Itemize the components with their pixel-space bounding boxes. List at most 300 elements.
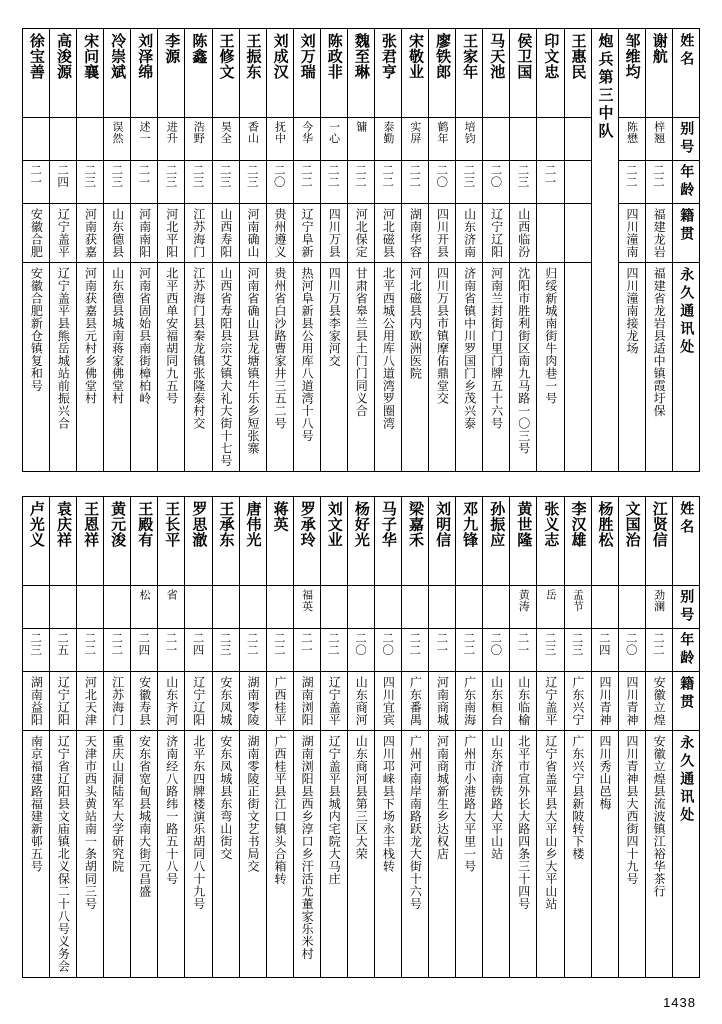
entry-age: 二三	[218, 164, 233, 188]
table2-row-address	[23, 731, 700, 978]
entry-age: 二二	[245, 632, 260, 656]
cell-alias-16	[456, 118, 483, 161]
entry-age: 二二	[354, 164, 368, 188]
entry-age: 二二	[462, 632, 477, 656]
table2-row-name	[23, 497, 700, 586]
entry-origin: 辽宁盖平	[56, 208, 71, 258]
entry-origin: 山东齐河	[164, 676, 179, 726]
entry-address: 北平市宣外长大路四条三十四号	[516, 735, 531, 910]
cell-age-8	[239, 629, 266, 672]
entry-address: 安东省宽甸县城南大街元昌盛	[137, 735, 152, 898]
cell-alias-9	[266, 118, 293, 161]
entry-address: 河南兰封街门里门牌五十六号	[489, 267, 504, 430]
cell-addr-10	[293, 731, 320, 978]
cell-age-14	[402, 629, 429, 672]
entry-name: 王恩祥	[82, 501, 101, 548]
entry-name: 唐伟光	[244, 501, 263, 548]
entry-age: 二二	[272, 632, 287, 656]
entry-name: 李汉雄	[569, 501, 588, 548]
row-header-label: 永久通讯处	[678, 735, 695, 825]
entry-origin: 江苏海门	[191, 208, 206, 258]
row-header-address	[672, 263, 699, 472]
cell-name-14	[402, 29, 429, 118]
entry-address: 河北磁县内欧洲医院	[408, 267, 423, 380]
cell-age-4	[131, 161, 158, 204]
cell-alias-12	[347, 118, 374, 161]
cell-alias-15	[429, 586, 456, 629]
entry-age: 二四	[56, 164, 71, 188]
entry-age: 二一	[299, 632, 314, 656]
cell-origin-5	[158, 672, 185, 731]
cell-age-21	[591, 629, 618, 672]
entry-address: 河南省确山县龙塘镇牛乐乡短张寨	[245, 267, 260, 455]
row-header-label: 姓名	[678, 33, 695, 69]
row-header-label: 年龄	[678, 164, 695, 200]
cell-age-0	[23, 161, 50, 204]
cell-name-16	[456, 497, 483, 586]
entry-origin: 江苏海门	[110, 676, 125, 726]
page-number: 1438	[663, 995, 696, 1010]
entry-age: 二四	[597, 632, 612, 656]
cell-extra-name-1	[645, 29, 672, 118]
cell-origin-22	[618, 672, 645, 731]
cell-addr-8	[239, 263, 266, 472]
cell-name-5	[158, 497, 185, 586]
entry-address: 甘肃省皋兰县土门门同义合	[354, 267, 369, 417]
cell-origin-3	[104, 672, 131, 731]
cell-addr-3	[104, 263, 131, 472]
cell-age-2	[77, 629, 104, 672]
entry-age: 二三	[29, 632, 44, 656]
cell-name-23	[645, 497, 672, 586]
entry-alias: 黄涛	[517, 589, 531, 612]
entry-age: 二五	[56, 632, 71, 656]
cell-origin-0	[23, 672, 50, 731]
entry-age: 二一	[137, 164, 152, 188]
entry-age: 二三	[516, 164, 531, 188]
entry-origin: 安徽合肥	[29, 208, 44, 258]
entry-origin: 四川青神	[625, 676, 640, 726]
unit-name-cell	[591, 29, 618, 472]
cell-addr-17	[483, 731, 510, 978]
cell-age-3	[104, 629, 131, 672]
entry-name: 王承东	[217, 501, 236, 548]
cell-addr-6	[185, 731, 212, 978]
entry-origin: 河北天津	[83, 676, 98, 726]
cell-addr-20	[564, 263, 591, 472]
entry-name: 高浚源	[54, 33, 73, 80]
cell-name-11	[320, 29, 347, 118]
cell-origin-1	[50, 204, 77, 263]
entry-alias: 孟节	[571, 589, 585, 612]
cell-addr-2	[77, 731, 104, 978]
entry-address: 河南商城新生乡达权店	[435, 735, 450, 860]
cell-origin-2	[77, 672, 104, 731]
entry-address: 济南省镇中川罗国门乡茂兴泰	[462, 267, 477, 430]
cell-name-7	[212, 497, 239, 586]
entry-name: 谢航	[650, 33, 669, 64]
entry-name: 宋问襄	[82, 33, 101, 80]
row-header-age	[672, 629, 699, 672]
entry-origin: 安徽寿县	[137, 676, 152, 726]
cell-name-15	[429, 497, 456, 586]
cell-addr-13	[375, 731, 402, 978]
cell-alias-16	[456, 586, 483, 629]
cell-name-2	[77, 29, 104, 118]
entry-name: 邹维均	[623, 33, 642, 80]
entry-name: 王家年	[461, 33, 480, 80]
entry-name: 张君亨	[379, 33, 398, 80]
row-header-label: 别号	[678, 121, 695, 157]
cell-addr-16	[456, 731, 483, 978]
entry-name: 黄世隆	[515, 501, 534, 548]
entry-origin: 安徽立煌	[652, 676, 667, 726]
entry-address: 四川青神县大西街四十九号	[625, 735, 640, 885]
entry-name: 蒋英	[271, 501, 290, 532]
entry-origin: 湖南零陵	[245, 676, 260, 726]
entry-origin: 四川宜宾	[381, 676, 396, 726]
cell-alias-1	[50, 586, 77, 629]
cell-origin-18	[510, 204, 537, 263]
entry-origin: 广东番禺	[408, 676, 423, 726]
cell-name-14	[402, 497, 429, 586]
entry-age: 二〇	[272, 164, 287, 188]
cell-addr-19	[537, 263, 564, 472]
cell-alias-13	[375, 586, 402, 629]
cell-alias-20	[564, 118, 591, 161]
entry-age: 二三	[462, 164, 477, 188]
entry-alias: 泰勤	[381, 121, 395, 144]
entry-age: 二三	[543, 632, 558, 656]
cell-age-6	[185, 161, 212, 204]
entry-origin: 辽宁阜新	[300, 208, 315, 258]
entry-age: 二二	[651, 164, 666, 188]
entry-name: 印文忠	[542, 33, 561, 80]
entry-name: 陈政非	[325, 33, 344, 80]
cell-age-13	[375, 161, 402, 204]
cell-alias-7	[212, 586, 239, 629]
cell-origin-19	[537, 672, 564, 731]
entry-address: 济南经八路纬一路五十八号	[164, 735, 179, 885]
entry-name: 黄元浚	[109, 501, 128, 548]
entry-address: 山东济南铁路大平山站	[489, 735, 504, 860]
cell-origin-10	[293, 204, 320, 263]
entry-name: 孙振应	[488, 501, 507, 548]
entry-origin: 山东桓台	[489, 676, 504, 726]
entry-age: 二〇	[381, 632, 396, 656]
cell-origin-15	[429, 204, 456, 263]
cell-addr-19	[537, 731, 564, 978]
entry-origin: 湖南益阳	[29, 676, 44, 726]
row-header-age	[672, 161, 699, 204]
cell-addr-10	[293, 263, 320, 472]
cell-origin-2	[77, 204, 104, 263]
cell-alias-8	[239, 118, 266, 161]
entry-address: 贵州省白沙路曹家井三五二号	[273, 267, 288, 430]
entry-origin: 河南南阳	[137, 208, 152, 258]
cell-alias-18	[510, 586, 537, 629]
cell-origin-16	[456, 672, 483, 731]
cell-name-7	[212, 29, 239, 118]
entry-name: 文国治	[623, 501, 642, 548]
cell-age-16	[456, 161, 483, 204]
roster-table-2	[22, 496, 700, 978]
cell-origin-11	[320, 672, 347, 731]
entry-alias: 镛	[354, 121, 368, 133]
cell-name-17	[483, 29, 510, 118]
cell-name-21	[591, 497, 618, 586]
cell-extra-age-1	[645, 161, 672, 204]
entry-age: 二二	[408, 632, 423, 656]
cell-addr-4	[131, 731, 158, 978]
entry-age: 二一	[29, 164, 44, 188]
entry-origin: 安东凤城	[218, 676, 233, 726]
cell-alias-20	[564, 586, 591, 629]
entry-name: 王惠民	[569, 33, 588, 80]
entry-address: 归绥新城南街牛肉巷一号	[543, 267, 558, 405]
cell-age-18	[510, 161, 537, 204]
cell-name-15	[429, 29, 456, 118]
cell-age-6	[185, 629, 212, 672]
entry-age: 二〇	[354, 632, 368, 656]
row-header-name	[672, 29, 699, 118]
entry-age: 二二	[83, 632, 98, 656]
row-header-name	[672, 497, 699, 586]
cell-age-10	[293, 161, 320, 204]
cell-addr-16	[456, 263, 483, 472]
entry-address: 天津市西头黄站南一条胡同三号	[83, 735, 98, 910]
cell-origin-4	[131, 204, 158, 263]
entry-name: 侯卫国	[515, 33, 534, 80]
entry-alias: 今华	[300, 121, 314, 144]
cell-alias-6	[185, 118, 212, 161]
cell-alias-13	[375, 118, 402, 161]
cell-name-10	[293, 497, 320, 586]
cell-alias-10	[293, 586, 320, 629]
entry-origin: 山西临汾	[516, 208, 531, 258]
cell-addr-18	[510, 731, 537, 978]
cell-origin-8	[239, 672, 266, 731]
entry-address: 四川万县市镇摩佑鼎堂交	[435, 267, 450, 405]
cell-name-4	[131, 497, 158, 586]
entry-alias: 浩野	[192, 121, 206, 144]
cell-origin-17	[483, 672, 510, 731]
entry-name: 卢光义	[27, 501, 46, 548]
entry-alias: 培钧	[463, 121, 477, 144]
cell-age-0	[23, 629, 50, 672]
cell-age-18	[510, 629, 537, 672]
cell-age-5	[158, 161, 185, 204]
cell-alias-2	[77, 118, 104, 161]
entry-name: 梁嘉禾	[407, 501, 425, 548]
cell-addr-7	[212, 731, 239, 978]
entry-name: 陈鑫	[190, 33, 209, 64]
cell-name-13	[375, 497, 402, 586]
cell-age-14	[402, 161, 429, 204]
row-header-label: 永久通讯处	[678, 267, 695, 357]
cell-alias-17	[483, 586, 510, 629]
entry-name: 马天池	[488, 33, 507, 80]
cell-origin-10	[293, 672, 320, 731]
cell-addr-21	[591, 731, 618, 978]
entry-name: 杨胜松	[596, 501, 615, 548]
cell-alias-4	[131, 118, 158, 161]
entry-address: 北平西城公用库八道湾罗圈湾	[381, 267, 396, 430]
cell-alias-22	[618, 586, 645, 629]
cell-age-1	[50, 629, 77, 672]
entry-name: 王长平	[163, 501, 182, 548]
entry-alias: 福英	[300, 589, 314, 612]
entry-address: 安东凤城县东弯山街交	[218, 735, 233, 860]
entry-address: 河南获嘉县元村乡佛堂村	[83, 267, 98, 405]
entry-address: 安徽合肥新仓镇复和号	[29, 267, 44, 392]
entry-age: 二一	[543, 164, 558, 188]
cell-age-17	[483, 161, 510, 204]
cell-name-8	[239, 29, 266, 118]
cell-name-22	[618, 497, 645, 586]
entry-name: 刘成汉	[271, 33, 290, 80]
cell-origin-4	[131, 672, 158, 731]
entry-alias: 述一	[138, 121, 152, 144]
cell-addr-0	[23, 263, 50, 472]
entry-age: 二二	[326, 632, 341, 656]
cell-age-11	[320, 629, 347, 672]
entry-name: 徐宝善	[27, 33, 46, 80]
entry-name: 刘文业	[325, 501, 344, 548]
cell-alias-5	[158, 586, 185, 629]
entry-alias: 昊全	[219, 121, 233, 144]
cell-addr-12	[347, 263, 374, 472]
entry-alias: 香山	[246, 121, 260, 144]
cell-addr-14	[402, 263, 429, 472]
entry-alias: 岳	[544, 589, 558, 601]
cell-name-0	[23, 29, 50, 118]
entry-address: 南京福建路福建新邨五号	[29, 735, 44, 873]
entry-address: 热河阜新县公用库八道湾十八号	[300, 267, 315, 442]
cell-name-13	[375, 29, 402, 118]
entry-name: 王振东	[244, 33, 263, 80]
entry-address: 福建省龙岩县适中镇霞圩保	[652, 267, 667, 417]
cell-extra-addr-0	[618, 263, 645, 472]
cell-extra-alias-1	[645, 118, 672, 161]
entry-alias: 误然	[111, 121, 125, 144]
entry-alias: 松	[138, 589, 152, 601]
table-gap	[22, 472, 700, 496]
cell-addr-8	[239, 731, 266, 978]
cell-alias-18	[510, 118, 537, 161]
cell-alias-12	[347, 586, 374, 629]
cell-alias-6	[185, 586, 212, 629]
entry-alias: 鹤年	[435, 121, 449, 144]
cell-age-8	[239, 161, 266, 204]
cell-age-20	[564, 629, 591, 672]
cell-origin-18	[510, 672, 537, 731]
cell-alias-19	[537, 118, 564, 161]
entry-age: 二一	[435, 632, 450, 656]
cell-extra-origin-0	[618, 204, 645, 263]
row-header-address	[672, 731, 699, 978]
entry-name: 冷崇斌	[109, 33, 128, 80]
cell-addr-0	[23, 731, 50, 978]
entry-age: 二三	[191, 164, 206, 188]
cell-origin-13	[375, 204, 402, 263]
entry-name: 魏至琳	[352, 33, 371, 80]
entry-address: 北平东四牌楼演乐胡同八十九号	[191, 735, 206, 910]
entry-origin: 山东济南	[462, 208, 477, 258]
cell-addr-15	[429, 731, 456, 978]
cell-alias-2	[77, 586, 104, 629]
entry-alias: 省	[165, 589, 179, 601]
entry-age: 二二	[408, 164, 423, 188]
cell-addr-11	[320, 731, 347, 978]
entry-alias: 抚中	[273, 121, 287, 144]
cell-origin-0	[23, 204, 50, 263]
cell-name-1	[50, 29, 77, 118]
cell-name-1	[50, 497, 77, 586]
entry-address: 湖南零陵正街文艺书局交	[245, 735, 260, 873]
cell-alias-14	[402, 118, 429, 161]
cell-age-12	[347, 629, 374, 672]
cell-alias-11	[320, 586, 347, 629]
entry-name: 罗思澈	[190, 501, 209, 548]
cell-age-2	[77, 161, 104, 204]
row-header-origin	[672, 204, 699, 263]
entry-origin: 四川万县	[327, 208, 342, 258]
cell-age-15	[429, 629, 456, 672]
entry-name: 袁庆祥	[54, 501, 73, 548]
cell-origin-9	[266, 672, 293, 731]
entry-address: 山东商河县第三区大荣	[354, 735, 369, 860]
cell-addr-1	[50, 731, 77, 978]
cell-origin-15	[429, 672, 456, 731]
cell-age-9	[266, 629, 293, 672]
entry-age: 二二	[381, 164, 396, 188]
entry-name: 宋敬业	[407, 33, 425, 80]
cell-origin-13	[375, 672, 402, 731]
entry-name: 李源	[163, 33, 182, 64]
cell-addr-9	[266, 263, 293, 472]
entry-address: 沈阳市胜利街区南九马路一〇三号	[516, 267, 531, 455]
entry-name: 王殿有	[136, 501, 155, 548]
cell-name-12	[347, 497, 374, 586]
entry-alias: 进升	[165, 121, 179, 144]
cell-age-19	[537, 629, 564, 672]
entry-address: 广州河南岸南路跃龙大街十六号	[408, 735, 423, 910]
entry-age: 二二	[326, 164, 341, 188]
cell-origin-12	[347, 672, 374, 731]
entry-age: 二三	[110, 164, 125, 188]
cell-name-3	[104, 29, 131, 118]
entry-origin: 河北保定	[354, 208, 369, 258]
cell-origin-20	[564, 204, 591, 263]
entry-address: 四川秀山邑梅	[597, 735, 612, 810]
cell-extra-addr-1	[645, 263, 672, 472]
cell-addr-3	[104, 731, 131, 978]
cell-name-16	[456, 29, 483, 118]
entry-age: 二二	[651, 632, 666, 656]
cell-name-5	[158, 29, 185, 118]
entry-name: 马子华	[379, 501, 398, 548]
cell-addr-23	[645, 731, 672, 978]
entry-age: 二三	[245, 164, 260, 188]
entry-alias: 陈懋	[625, 121, 639, 144]
cell-age-5	[158, 629, 185, 672]
cell-origin-12	[347, 204, 374, 263]
entry-age: 二〇	[435, 164, 450, 188]
entry-alias: 梓翘	[652, 121, 666, 144]
cell-name-6	[185, 497, 212, 586]
cell-origin-5	[158, 204, 185, 263]
